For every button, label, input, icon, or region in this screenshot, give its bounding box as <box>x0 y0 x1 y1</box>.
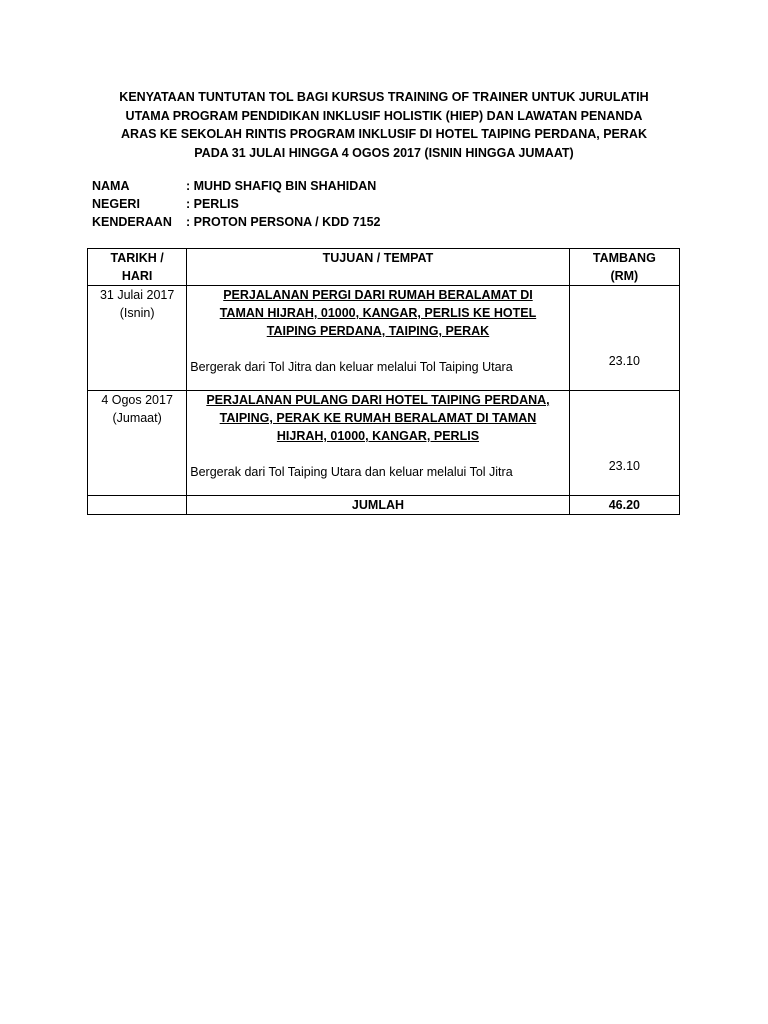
trip-title <box>190 391 565 445</box>
fare-value: 23.10 <box>608 354 640 368</box>
claimant-info <box>92 177 381 231</box>
negeri-value: : PERLIS <box>186 197 239 211</box>
date-cell <box>88 391 187 496</box>
trip-title-line: TAIPING PERDANA, TAIPING, PERAK <box>266 324 490 338</box>
header-destination <box>187 249 569 286</box>
title-line: KENYATAAN TUNTUTAN TOL BAGI KURSUS TRAINING OF TRAINER UNTUK JURULATIH <box>119 90 649 104</box>
title-line: PADA 31 JULAI HINGGA 4 OGOS 2017 (ISNIN HINGGA JUMAAT) <box>194 145 574 160</box>
kenderaan-label: KENDERAAN <box>92 215 172 229</box>
trip-title-line: TAIPING, PERAK KE RUMAH BERALAMAT DI TAMAN <box>219 411 537 425</box>
trip-day: (Isnin) <box>119 306 155 320</box>
toll-claim-table <box>87 248 680 515</box>
header-destination-text: TUJUAN / TEMPAT <box>322 251 434 265</box>
trip-title <box>190 286 565 340</box>
trip-day: (Jumaat) <box>112 411 162 425</box>
trip-title-line: PERJALANAN PULANG DARI HOTEL TAIPING PERDANA, <box>206 393 550 407</box>
table-row <box>88 391 680 496</box>
total-row <box>88 496 680 515</box>
trip-title-line: PERJALANAN PERGI DARI RUMAH BERALAMAT DI <box>223 288 533 302</box>
table-header-row <box>88 249 680 286</box>
header-fare-line1: TAMBANG <box>592 251 656 265</box>
info-row-kenderaan <box>92 213 381 231</box>
info-row-negeri <box>92 195 381 213</box>
total-value: 46.20 <box>569 496 679 515</box>
fare-cell <box>569 286 679 391</box>
header-fare-line2: (RM) <box>610 269 639 283</box>
trip-title-line: HIJRAH, 01000, KANGAR, PERLIS <box>276 429 480 443</box>
destination-cell <box>187 391 569 496</box>
fare-value: 23.10 <box>608 459 640 473</box>
nama-value: : MUHD SHAFIQ BIN SHAHIDAN <box>186 179 377 193</box>
destination-cell <box>187 286 569 391</box>
trip-date: 4 Ogos 2017 <box>101 393 173 407</box>
fare-cell <box>569 391 679 496</box>
date-cell <box>88 286 187 391</box>
header-fare <box>569 249 679 286</box>
trip-title-line: TAMAN HIJRAH, 01000, KANGAR, PERLIS KE HOTEL <box>219 306 537 320</box>
document-title <box>90 88 678 162</box>
total-empty-cell <box>88 496 187 515</box>
header-date <box>88 249 187 286</box>
header-date-line1: TARIKH / <box>110 251 164 265</box>
title-line: ARAS KE SEKOLAH RINTIS PROGRAM INKLUSIF DI HOTEL TAIPING PERDANA, PERAK <box>121 127 647 141</box>
total-label: JUMLAH <box>187 496 569 515</box>
title-line: UTAMA PROGRAM PENDIDIKAN INKLUSIF HOLISTIK (HIEP) DAN LAWATAN PENANDA <box>125 108 643 123</box>
header-date-line2: HARI <box>121 269 153 283</box>
trip-description: Bergerak dari Tol Taiping Utara dan keluar melalui Tol Jitra <box>190 465 513 479</box>
kenderaan-value: : PROTON PERSONA / KDD 7152 <box>186 215 381 229</box>
nama-label: NAMA <box>92 179 130 193</box>
info-row-nama <box>92 177 381 195</box>
trip-date: 31 Julai 2017 <box>99 288 175 302</box>
trip-description: Bergerak dari Tol Jitra dan keluar melalui Tol Taiping Utara <box>190 360 513 374</box>
table-row <box>88 286 680 391</box>
negeri-label: NEGERI <box>92 197 140 211</box>
